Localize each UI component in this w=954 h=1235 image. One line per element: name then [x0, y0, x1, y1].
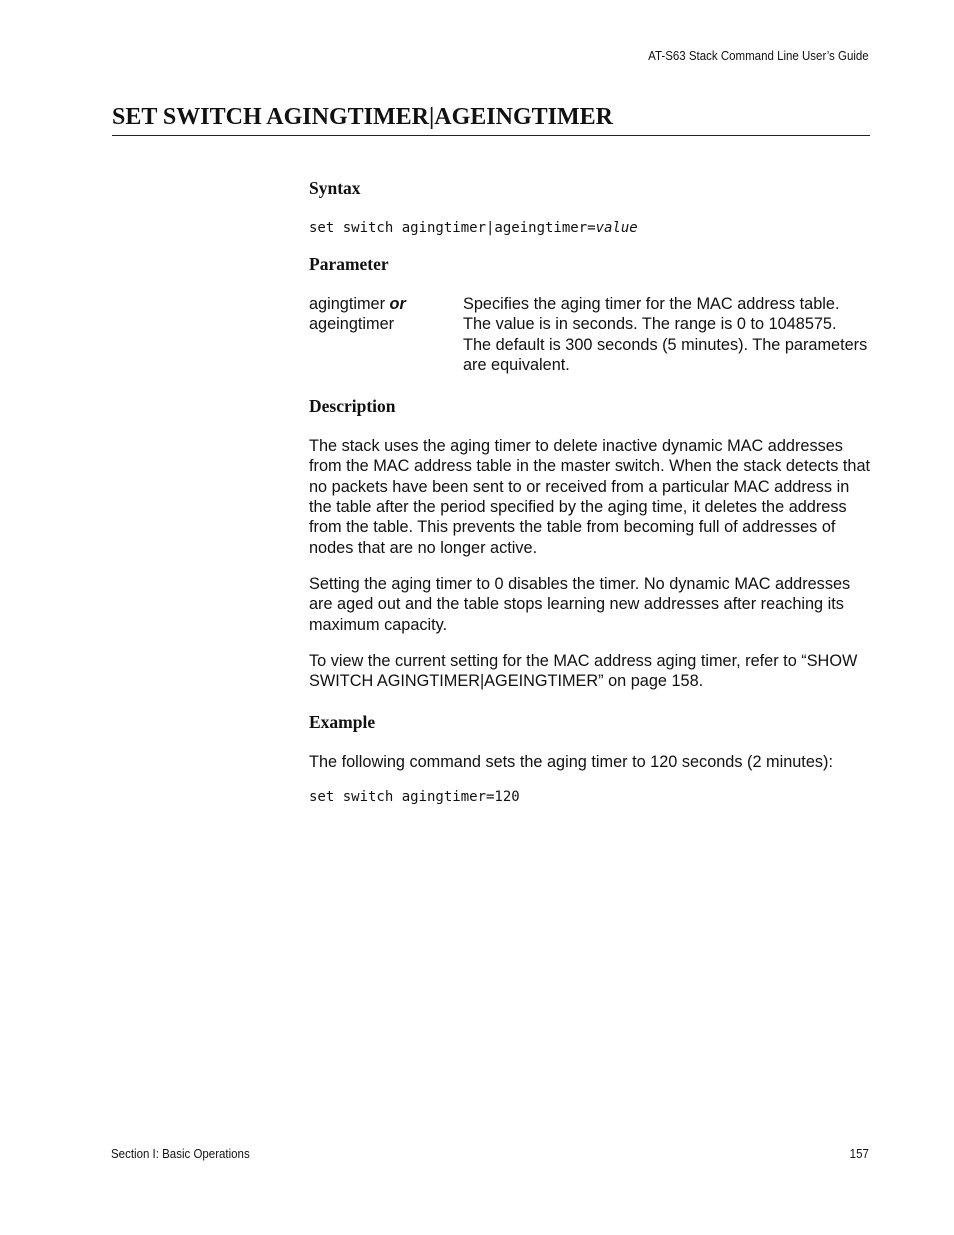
syntax-command-value: value: [595, 220, 638, 236]
example-heading: Example: [309, 712, 376, 733]
syntax-heading: Syntax: [309, 178, 361, 198]
description-paragraph-1: The stack uses the aging timer to delete inactive dynamic MAC addresses from the MAC address table in the master switch. When the stack detects that no packets have been sent to or received from a particular MAC address in the table after the period specified by the aging time, it deletes the address from the table. This prevents the table from becoming full of addresses of nodes that are no longer active.: [309, 437, 871, 557]
parameter-name-part2: ageingtimer: [309, 315, 395, 334]
parameter-name: [309, 294, 463, 375]
parameter-description: Specifies the aging timer for the MAC address table. The value is in seconds. The range is 0 to 1048575. The default is 300 seconds (5 minutes). The parameters are equivalent.: [463, 295, 868, 374]
parameter-name-part1: agingtimer: [309, 295, 390, 313]
syntax-command-prefix: set switch agingtimer|ageingtimer=: [309, 220, 596, 236]
example-command: set switch agingtimer=120: [309, 788, 520, 805]
running-header: AT-S63 Stack Command Line User’s Guide: [648, 49, 869, 63]
parameter-name-conj: or: [389, 295, 406, 313]
syntax-command: [309, 220, 874, 236]
description-heading: Description: [309, 396, 396, 417]
parameter-row: [309, 294, 874, 375]
parameter-heading: Parameter: [309, 254, 389, 274]
footer-page-number: 157: [849, 1147, 869, 1161]
footer-section: Section I: Basic Operations: [111, 1147, 250, 1161]
main-content: [309, 178, 874, 805]
description-paragraph-2: Setting the aging timer to 0 disables the timer. No dynamic MAC addresses are aged out and the table stops learning new addresses after reaching its maximum capacity.: [309, 574, 851, 634]
example-text: The following command sets the aging timer to 120 seconds (2 minutes):: [309, 753, 833, 772]
page-title: SET SWITCH AGINGTIMER|AGEINGTIMER: [112, 104, 870, 136]
description-paragraph-3: To view the current setting for the MAC address aging timer, refer to “SHOW SWITCH AGINGTIMER|AGEINGTIMER” on page 158.: [309, 651, 858, 691]
